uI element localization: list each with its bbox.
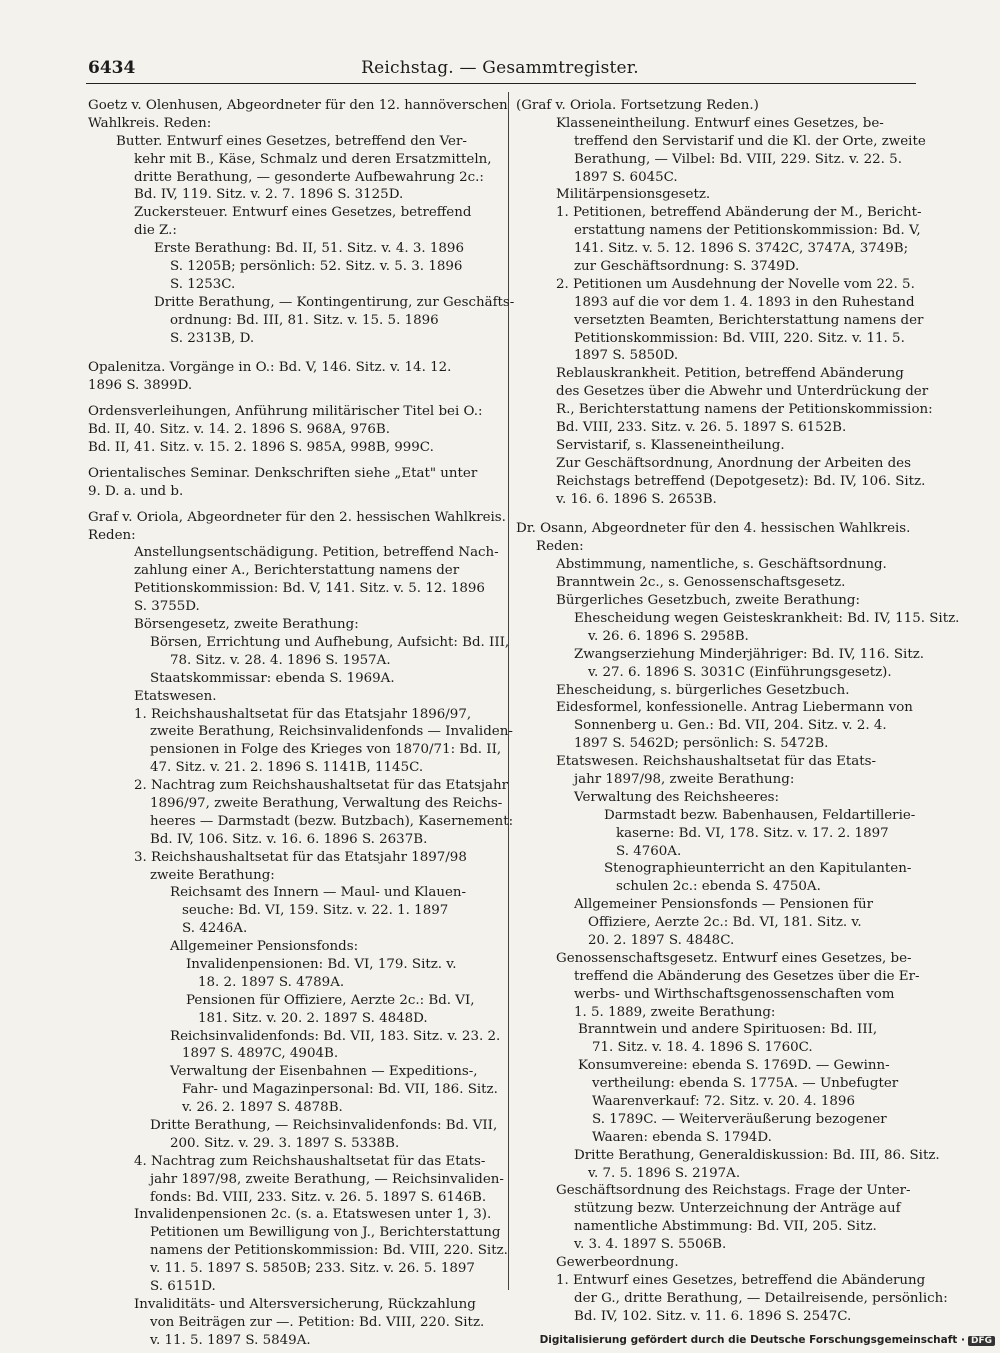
index-line: dritte Berathung, — gesonderte Aufbewahrung 2c.:	[134, 169, 484, 185]
index-line: Erste Berathung: Bd. II, 51. Sitz. v. 4. 3. 1896	[154, 241, 464, 257]
index-line: schulen 2c.: ebenda S. 4750A.	[616, 879, 821, 895]
index-line: 71. Sitz. v. 18. 4. 1896 S. 1760C.	[592, 1040, 813, 1056]
index-line: S. 6151D.	[150, 1279, 216, 1294]
index-line: Bd. II, 40. Sitz. v. 14. 2. 1896 S. 968A, 976B.	[88, 422, 390, 438]
index-line: pensionen in Folge des Krieges von 1870/71: Bd. II,	[150, 742, 502, 758]
index-line: v. 3. 4. 1897 S. 5506B.	[574, 1237, 727, 1253]
index-line: Reden:	[536, 539, 584, 555]
index-line: v. 16. 6. 1896 S. 2653B.	[556, 491, 717, 507]
index-line: 2. Nachtrag zum Reichshaushaltsetat für das Etatsjahr	[134, 778, 509, 794]
index-line: vertheilung: ebenda S. 1775A. — Unbefugter	[592, 1076, 899, 1092]
index-line: Butter. Entwurf eines Gesetzes, betreffend den Ver-	[116, 133, 467, 149]
index-line: Wahlkreis. Reden:	[88, 115, 212, 131]
footer-credit-text: Digitalisierung gefördert durch die Deutsche Forschungsgemeinschaft ·	[539, 1334, 965, 1346]
index-line: 1. 5. 1889, zweite Berathung:	[574, 1004, 776, 1020]
index-line: Reichsinvalidenfonds: Bd. VII, 183. Sitz. v. 23. 2.	[170, 1028, 501, 1044]
index-line: seuche: Bd. VI, 159. Sitz. v. 22. 1. 1897	[182, 903, 449, 919]
index-line: namens der Petitionskommission: Bd. VIII, 220. Sitz.	[150, 1243, 508, 1259]
index-line: Genossenschaftsgesetz. Entwurf eines Gesetzes, be-	[556, 950, 912, 966]
index-line: zahlung einer A., Berichterstattung namens der	[134, 563, 460, 579]
index-line: 4. Nachtrag zum Reichshaushaltsetat für das Etats-	[134, 1153, 486, 1169]
index-line: Verwaltung der Eisenbahnen — Expeditions-,	[170, 1064, 478, 1080]
index-line	[88, 347, 500, 359]
index-line: Zur Geschäftsordnung, Anordnung der Arbeiten des	[556, 455, 911, 471]
index-line: jahr 1897/98, zweite Berathung:	[574, 771, 795, 787]
index-line: Bd. II, 41. Sitz. v. 15. 2. 1896 S. 985A, 998B, 999C.	[88, 440, 434, 456]
index-line: Petitionskommission: Bd. VIII, 220. Sitz. v. 11. 5.	[574, 330, 905, 346]
index-line: Börsengesetz, zweite Berathung:	[134, 617, 359, 633]
index-line: Eidesformel, konfessionelle. Antrag Liebermann von	[556, 700, 913, 716]
index-line: Orientalisches Seminar. Denkschriften siehe „Etat" unter	[88, 465, 478, 481]
index-line: v. 11. 5. 1897 S. 5850B; 233. Sitz. v. 26. 5. 1897	[150, 1261, 475, 1277]
index-line: zweite Berathung:	[150, 867, 275, 883]
index-line: Bd. IV, 119. Sitz. v. 2. 7. 1896 S. 3125D.	[134, 187, 404, 203]
index-line: versetzten Beamten, Berichterstattung namens der	[574, 312, 924, 328]
index-line: v. 11. 5. 1897 S. 5849A.	[150, 1332, 311, 1348]
index-line: namentliche Abstimmung: Bd. VII, 205. Sitz.	[574, 1219, 877, 1235]
index-line: 1897 S. 5850D.	[574, 348, 679, 364]
right-column	[516, 97, 960, 1326]
index-line: Geschäftsordnung des Reichstags. Frage der Unter-	[556, 1183, 911, 1199]
index-line: Offiziere, Aerzte 2c.: Bd. VI, 181. Sitz. v.	[588, 915, 862, 931]
index-line: 3. Reichshaushaltsetat für das Etatsjahr 1897/98	[134, 849, 467, 865]
index-line: 1. Petitionen, betreffend Abänderung der M., Bericht-	[556, 205, 922, 221]
index-line: Gewerbeordnung.	[556, 1255, 679, 1270]
index-line: des Gesetzes über die Abwehr und Unterdrückung der	[556, 384, 929, 400]
index-line: kehr mit B., Käse, Schmalz und deren Ersatzmitteln,	[134, 151, 492, 167]
index-line: Etatswesen. Reichshaushaltsetat für das Etats-	[556, 754, 877, 770]
index-line: 78. Sitz. v. 28. 4. 1896 S. 1957A.	[170, 652, 391, 668]
index-line: Börsen, Errichtung und Aufhebung, Aufsicht: Bd. III,	[150, 634, 510, 650]
index-line: (Graf v. Oriola. Fortsetzung Reden.)	[516, 98, 759, 113]
index-line: kaserne: Bd. VI, 178. Sitz. v. 17. 2. 1897	[616, 825, 889, 841]
index-line: Graf v. Oriola, Abgeordneter für den 2. hessischen Wahlkreis.	[88, 509, 506, 525]
index-line: heeres — Darmstadt (bezw. Butzbach), Kasernement:	[150, 813, 514, 829]
index-line: Branntwein und andere Spirituosen: Bd. III,	[578, 1022, 878, 1038]
index-line: Zwangserziehung Minderjähriger: Bd. IV, 116. Sitz.	[574, 646, 925, 662]
index-line: Invaliditäts- und Altersversicherung, Rückzahlung	[134, 1296, 476, 1312]
index-line: Waarenverkauf: 72. Sitz. v. 20. 4. 1896	[592, 1093, 855, 1109]
column-divider	[508, 92, 509, 1290]
page-number: 6434	[88, 58, 136, 78]
index-line: zur Geschäftsordnung: S. 3749D.	[574, 259, 800, 275]
index-line: 1893 auf die vor dem 1. 4. 1893 in den Ruhestand	[574, 294, 915, 310]
index-line: 1897 S. 4897C, 4904B.	[182, 1046, 339, 1062]
index-line: Dritte Berathung, — Reichsinvalidenfonds: Bd. VII,	[150, 1117, 498, 1133]
index-line: stützung bezw. Unterzeichnung der Anträge auf	[574, 1201, 901, 1217]
index-line: S. 2313B, D.	[170, 330, 255, 346]
index-line: treffend den Servistarif und die Kl. der Orte, zweite	[574, 133, 926, 149]
index-line: Bd. VIII, 233. Sitz. v. 26. 5. 1897 S. 6152B.	[556, 420, 847, 436]
index-line	[88, 501, 500, 509]
left-column	[88, 97, 515, 1350]
index-line: S. 4246A.	[182, 921, 248, 937]
index-line	[88, 395, 500, 403]
index-line	[88, 457, 500, 465]
index-line: Ehescheidung, s. bürgerliches Gesetzbuch.	[556, 682, 850, 698]
index-line: Dr. Osann, Abgeordneter für den 4. hessischen Wahlkreis.	[516, 521, 911, 537]
index-line: 1897 S. 5462D; persönlich: S. 5472B.	[574, 736, 829, 752]
index-line: fonds: Bd. VIII, 233. Sitz. v. 26. 5. 1897 S. 6146B.	[150, 1189, 487, 1205]
dfg-logo: DFG	[968, 1336, 995, 1346]
index-line: Reichstags betreffend (Depotgesetz): Bd. IV, 106. Sitz.	[556, 473, 926, 489]
index-line: Staatskommissar: ebenda S. 1969A.	[150, 670, 395, 686]
index-line: 200. Sitz. v. 29. 3. 1897 S. 5338B.	[170, 1135, 400, 1151]
index-line: Anstellungsentschädigung. Petition, betreffend Nach-	[134, 545, 499, 561]
index-line: Reden:	[88, 527, 136, 543]
index-line	[516, 508, 920, 520]
index-line: S. 1253C.	[170, 276, 236, 292]
index-line: S. 4760A.	[616, 843, 682, 859]
index-line: Berathung, — Vilbel: Bd. VIII, 229. Sitz. v. 22. 5.	[574, 151, 902, 167]
index-line: ordnung: Bd. III, 81. Sitz. v. 15. 5. 1896	[170, 312, 439, 328]
index-line: 1. Reichshaushaltsetat für das Etatsjahr 1896/97,	[134, 706, 472, 722]
index-line: v. 26. 2. 1897 S. 4878B.	[182, 1100, 343, 1116]
index-line: Bd. IV, 102. Sitz. v. 11. 6. 1896 S. 2547C.	[574, 1308, 852, 1324]
index-line: 1896 S. 3899D.	[88, 378, 193, 394]
index-line: der G., dritte Berathung, — Detailreisende, persönlich:	[574, 1290, 948, 1306]
index-line: 20. 2. 1897 S. 4848C.	[588, 932, 735, 948]
index-line: Goetz v. Olenhusen, Abgeordneter für den 12. hannöverschen	[88, 98, 508, 113]
header-rule	[86, 83, 916, 84]
index-line: Fahr- und Magazinpersonal: Bd. VII, 186. Sitz.	[182, 1082, 498, 1098]
index-line: Waaren: ebenda S. 1794D.	[592, 1129, 772, 1145]
index-line: v. 26. 6. 1896 S. 2958B.	[588, 628, 749, 644]
index-line: Branntwein 2c., s. Genossenschaftsgesetz.	[556, 575, 846, 591]
index-line: Allgemeiner Pensionsfonds:	[170, 939, 359, 955]
index-line: Darmstadt bezw. Babenhausen, Feldartillerie-	[604, 807, 916, 823]
index-line: treffend die Abänderung des Gesetzes über die Er-	[574, 968, 920, 984]
index-line: Bürgerliches Gesetzbuch, zweite Berathung:	[556, 593, 860, 609]
index-line: 18. 2. 1897 S. 4789A.	[198, 974, 345, 990]
index-line: Etatswesen.	[134, 688, 217, 704]
index-line: S. 1205B; persönlich: 52. Sitz. v. 5. 3. 1896	[170, 259, 463, 275]
index-line: Konsumvereine: ebenda S. 1769D. — Gewinn-	[578, 1058, 890, 1074]
index-line: 1. Entwurf eines Gesetzes, betreffend die Abänderung	[556, 1272, 926, 1288]
index-line: Servistarif, s. Klasseneintheilung.	[556, 437, 785, 453]
index-line: Zuckersteuer. Entwurf eines Gesetzes, betreffend	[134, 205, 472, 221]
index-line: Reichsamt des Innern — Maul- und Klauen-	[170, 885, 467, 901]
index-line: Verwaltung des Reichsheeres:	[574, 789, 780, 805]
index-line: Invalidenpensionen 2c. (s. a. Etatswesen unter 1, 3).	[134, 1207, 492, 1223]
index-line: die Z.:	[134, 223, 177, 239]
index-line: Petitionen um Bewilligung von J., Berichterstattung	[150, 1225, 501, 1241]
index-line: 47. Sitz. v. 21. 2. 1896 S. 1141B, 1145C.	[150, 760, 424, 776]
index-line: v. 27. 6. 1896 S. 3031C (Einführungsgesetz).	[588, 664, 892, 680]
index-line: Invalidenpensionen: Bd. VI, 179. Sitz. v.	[186, 956, 457, 972]
index-line: Reblauskrankheit. Petition, betreffend Abänderung	[556, 366, 904, 382]
index-line: 2. Petitionen um Ausdehnung der Novelle vom 22. 5.	[556, 276, 915, 292]
index-line: jahr 1897/98, zweite Berathung, — Reichsinvaliden-	[150, 1171, 504, 1187]
index-line: Ordensverleihungen, Anführung militärischer Titel bei O.:	[88, 404, 483, 420]
index-line: Allgemeiner Pensionsfonds — Pensionen für	[574, 897, 874, 913]
index-line: Abstimmung, namentliche, s. Geschäftsordnung.	[556, 557, 887, 573]
index-line: Militärpensionsgesetz.	[556, 187, 711, 203]
index-line: 9. D. a. und b.	[88, 483, 184, 499]
index-line: Sonnenberg u. Gen.: Bd. VII, 204. Sitz. v. 2. 4.	[574, 718, 887, 734]
running-header-title: Reichstag. — Gesammtregister.	[361, 58, 639, 78]
index-line: R., Berichterstattung namens der Petitionskommission:	[556, 402, 933, 418]
index-line: von Beiträgen zur —. Petition: Bd. VIII, 220. Sitz.	[150, 1314, 485, 1330]
index-line: Dritte Berathung, Generaldiskussion: Bd. III, 86. Sitz.	[574, 1147, 940, 1163]
index-line: S. 1789C. — Weiterveräußerung bezogener	[592, 1111, 887, 1127]
index-line: 1896/97, zweite Berathung, Verwaltung des Reichs-	[150, 795, 503, 811]
index-line: Stenographieunterricht an den Kapitulanten-	[604, 861, 912, 877]
index-line: Bd. IV, 106. Sitz. v. 16. 6. 1896 S. 2637B.	[150, 831, 428, 847]
index-line: v. 7. 5. 1896 S. 2197A.	[588, 1165, 741, 1181]
index-line: Petitionskommission: Bd. V, 141. Sitz. v. 5. 12. 1896	[134, 581, 485, 597]
index-line: 1897 S. 6045C.	[574, 169, 678, 185]
index-line: Pensionen für Offiziere, Aerzte 2c.: Bd. VI,	[186, 992, 475, 1008]
index-line: S. 3755D.	[134, 599, 200, 615]
footer-credit	[0, 1334, 995, 1346]
index-line: Klasseneintheilung. Entwurf eines Gesetzes, be-	[556, 115, 884, 131]
index-line: 181. Sitz. v. 20. 2. 1897 S. 4848D.	[198, 1010, 428, 1026]
index-line: zweite Berathung, Reichsinvalidenfonds — Invaliden-	[150, 724, 513, 740]
index-line: Opalenitza. Vorgänge in O.: Bd. V, 146. Sitz. v. 14. 12.	[88, 360, 452, 376]
index-line: Dritte Berathung, — Kontingentirung, zur Geschäfts-	[154, 294, 515, 310]
index-line: 141. Sitz. v. 5. 12. 1896 S. 3742C, 3747A, 3749B;	[574, 241, 909, 257]
index-line: Ehescheidung wegen Geisteskrankheit: Bd. IV, 115. Sitz.	[574, 610, 960, 626]
index-line: werbs- und Wirthschaftsgenossenschaften vom	[574, 986, 895, 1002]
index-line: erstattung namens der Petitionskommission: Bd. V,	[574, 223, 921, 239]
